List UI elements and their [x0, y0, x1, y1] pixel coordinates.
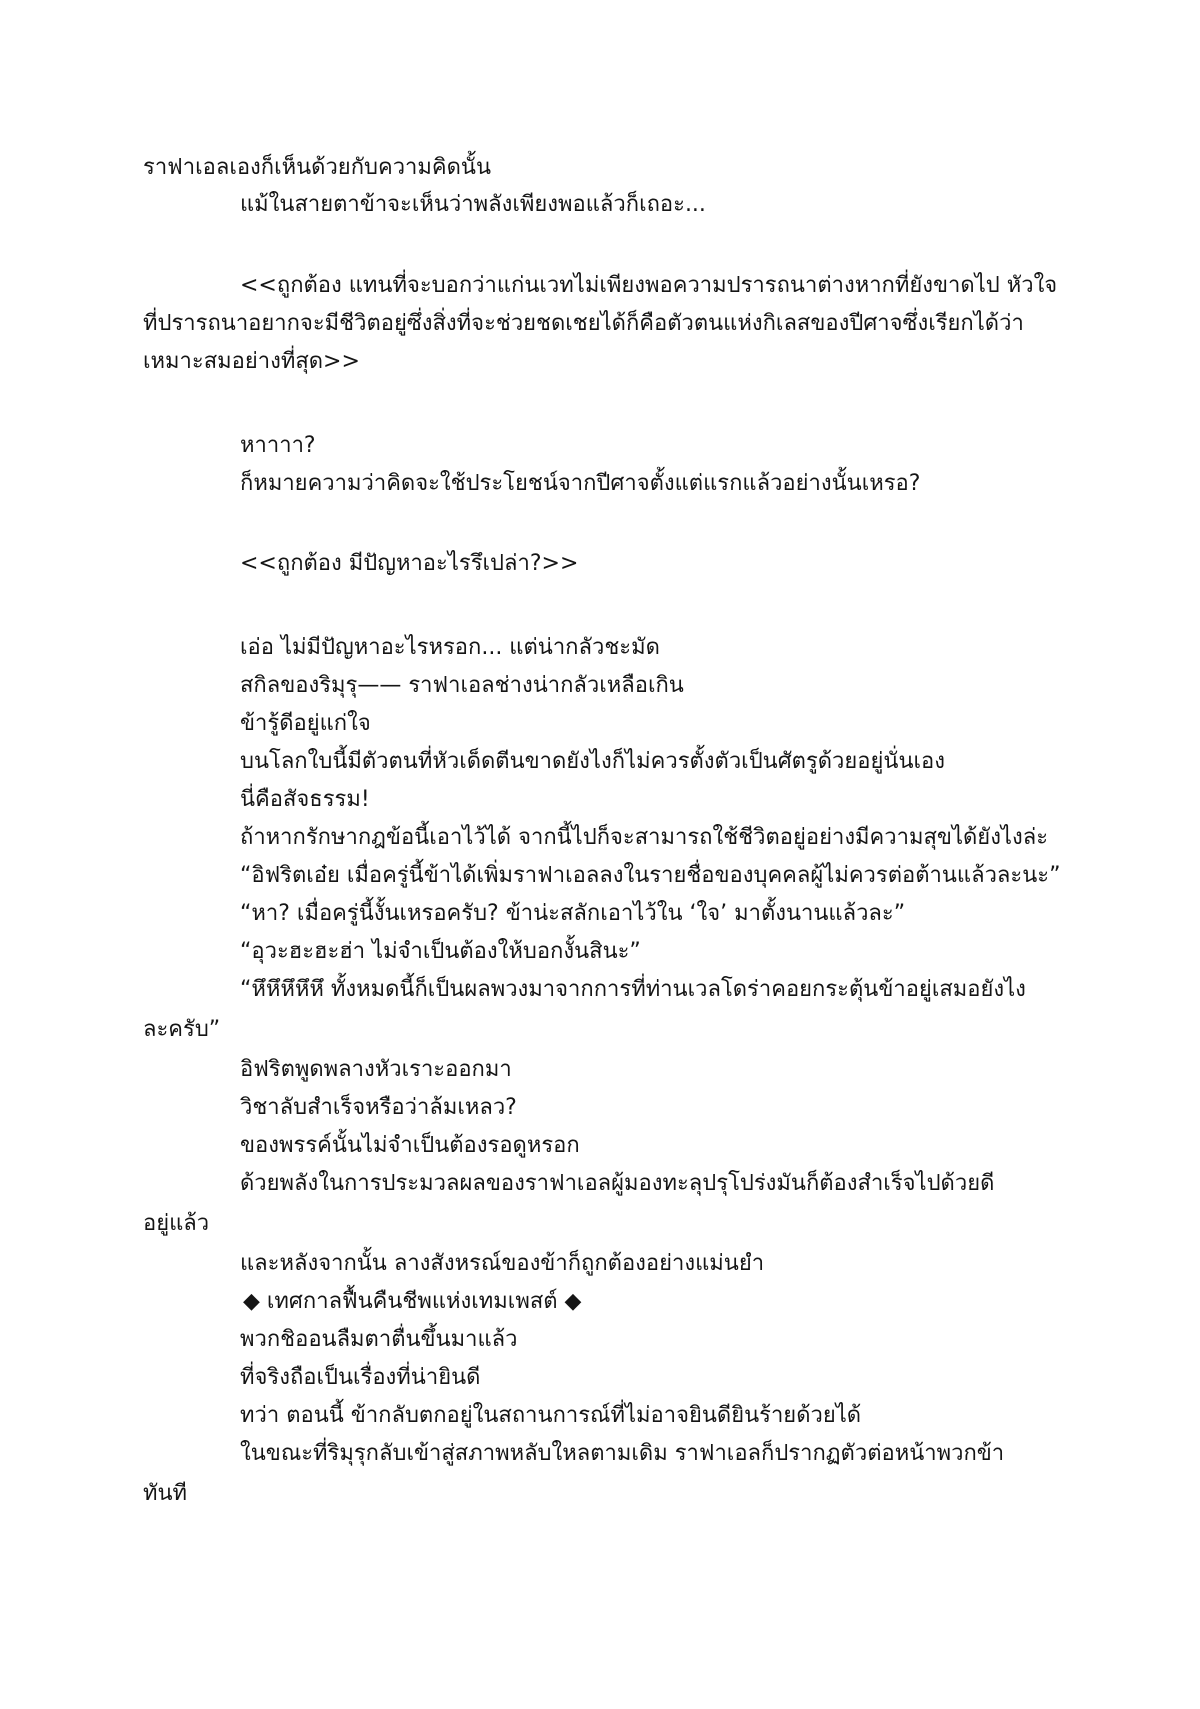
text-line: ของพรรค์นั้นไม่จำเป็นต้องรอดูหรอก — [240, 1133, 580, 1158]
text-line: และหลังจากนั้น ลางสังหรณ์ของข้าก็ถูกต้องอย่างแม่นยำ — [240, 1251, 765, 1276]
text-line: ถ้าหากรักษากฎข้อนี้เอาไว้ได้ จากนี้ไปก็จะสามารถใช้ชีวิตอยู่อย่างมีความสุขได้ยังไงล่ะ — [240, 825, 1049, 850]
text-line: ทว่า ตอนนี้ ข้ากลับตกอยู่ในสถานการณ์ที่ไม่อาจยินดียินร้ายด้วยได้ — [240, 1403, 862, 1428]
text-line: อิฟริตพูดพลางหัวเราะออกมา — [240, 1057, 512, 1082]
text-line: <<ถูกต้อง มีปัญหาอะไรรึเปล่า?>> — [240, 551, 579, 576]
text-line: ที่จริงถือเป็นเรื่องที่น่ายินดี — [240, 1365, 481, 1390]
text-line: “หา? เมื่อครู่นี้งั้นเหรอครับ? ข้าน่ะสลักเอาไว้ใน ‘ใจ’ มาตั้งนานแล้วละ” — [240, 901, 906, 926]
text-line: ด้วยพลังในการประมวลผลของราฟาเอลผู้มองทะลุปรุโปร่งมันก็ต้องสำเร็จไปด้วยดี — [240, 1171, 995, 1196]
text-line: พวกชิออนลืมตาตื่นขึ้นมาแล้ว — [240, 1327, 518, 1352]
text-line: บนโลกใบนี้มีตัวตนที่หัวเด็ดตีนขาดยังไงก็ไม่ควรตั้งตัวเป็นศัตรูด้วยอยู่นั่นเอง — [240, 749, 945, 774]
text-line: ข้ารู้ดีอยู่แก่ใจ — [240, 711, 371, 736]
text-line: “อุวะฮะฮะฮ่า ไม่จำเป็นต้องให้บอกงั้นสินะ” — [240, 939, 641, 964]
text-line: ราฟาเอลเองก็เห็นด้วยกับความคิดนั้น — [143, 155, 491, 180]
text-line: ในขณะที่ริมุรุกลับเข้าสู่สภาพหลับใหลตามเดิม ราฟาเอลก็ปรากฏตัวต่อหน้าพวกข้า — [240, 1441, 1005, 1466]
text-line: <<ถูกต้อง แทนที่จะบอกว่าแก่นเวทไม่เพียงพอความปรารถนาต่างหากที่ยังขาดไป หัวใจ — [240, 273, 1058, 298]
text-line: ทันที — [143, 1481, 188, 1506]
text-line: นี่คือสัจธรรม! — [240, 787, 370, 812]
section-heading: ◆ เทศกาลฟื้นคืนชีพแห่งเทมเพสต์ ◆ — [243, 1289, 582, 1314]
text-line: อยู่แล้ว — [143, 1211, 210, 1236]
text-line: แม้ในสายตาข้าจะเห็นว่าพลังเพียงพอแล้วก็เถอะ... — [240, 192, 706, 217]
text-line: ละครับ” — [143, 1017, 221, 1042]
text-line: สกิลของริมุรุ—— ราฟาเอลช่างน่ากลัวเหลือเกิน — [240, 673, 684, 698]
text-line: หาาาา? — [240, 433, 316, 458]
text-line: เอ่อ ไม่มีปัญหาอะไรหรอก... แต่น่ากลัวชะมัด — [240, 635, 660, 660]
text-line: วิชาลับสำเร็จหรือว่าล้มเหลว? — [240, 1095, 517, 1120]
text-line: “หึหึหึหึหึ ทั้งหมดนี้ก็เป็นผลพวงมาจากการที่ท่านเวลโดร่าคอยกระตุ้นข้าอยู่เสมอยังไง — [240, 977, 1026, 1002]
text-line: ที่ปรารถนาอยากจะมีชีวิตอยู่ซึ่งสิ่งที่จะช่วยชดเชยได้ก็คือตัวตนแห่งกิเลสของปีศาจซึ่งเรียกได้ว่า — [143, 311, 1024, 336]
text-line: ก็หมายความว่าคิดจะใช้ประโยชน์จากปีศาจตั้งแต่แรกแล้วอย่างนั้นเหรอ? — [240, 471, 921, 496]
text-line: เหมาะสมอย่างที่สุด>> — [143, 349, 360, 374]
text-line: “อิฟริตเอ๋ย เมื่อครู่นี้ข้าได้เพิ่มราฟาเอลลงในรายชื่อของบุคคลผู้ไม่ควรต่อต้านแล้วละนะ” — [240, 863, 1061, 888]
